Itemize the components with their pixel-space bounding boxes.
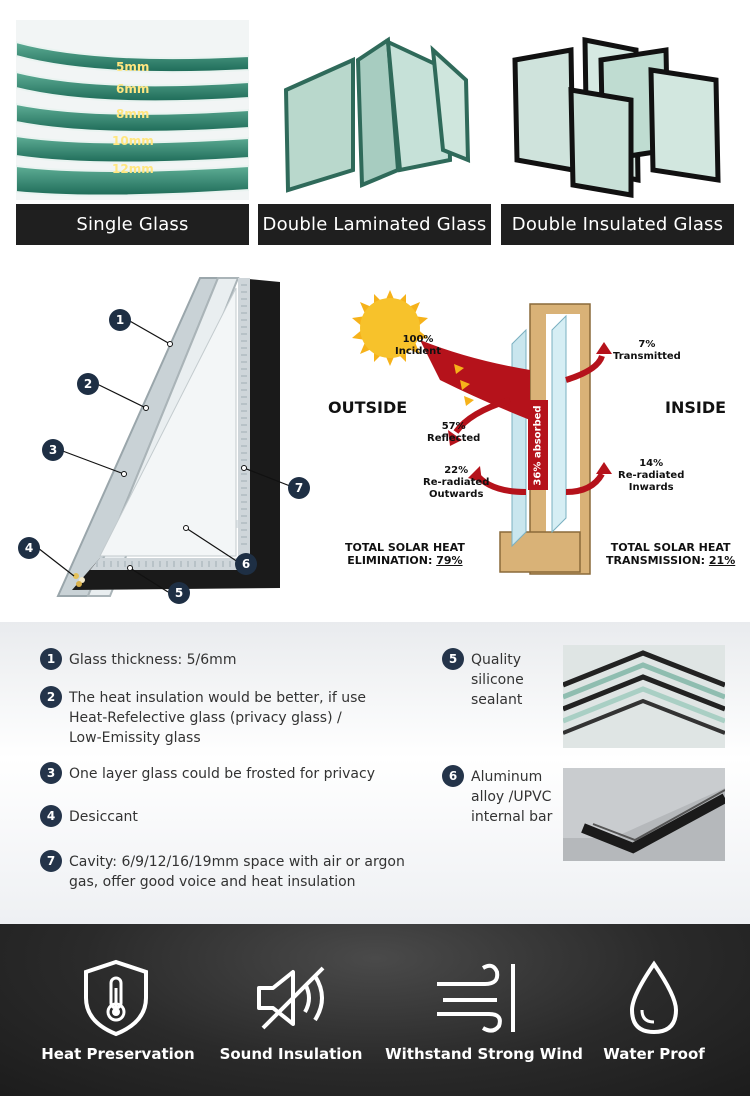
elimination-label: ELIMINATION: xyxy=(347,554,437,568)
sealant-photo xyxy=(563,645,725,748)
transmission-label: TRANSMISSION: xyxy=(606,554,709,568)
incident-label xyxy=(395,334,441,358)
feature-item-4 xyxy=(40,807,138,827)
thickness-8mm: 8mm xyxy=(116,107,150,121)
reradiated-out-percent: 22% xyxy=(444,465,469,476)
caption-double-laminated-glass: Double Laminated Glass xyxy=(258,204,491,245)
diagram-badge-1: 1 xyxy=(109,309,131,331)
feature-item-6 xyxy=(442,767,552,827)
inside-label: INSIDE xyxy=(665,398,727,417)
transmission-value: 21% xyxy=(708,554,736,568)
feature-item-3 xyxy=(40,764,375,784)
caption-double-insulated-glass: Double Insulated Glass xyxy=(501,204,734,245)
diagram-badge-7: 7 xyxy=(288,477,310,499)
double-laminated-glass-image xyxy=(258,20,491,200)
reflected-percent: 57% xyxy=(441,421,466,432)
feature-item-1 xyxy=(40,650,236,670)
reflected-label xyxy=(427,421,480,445)
feature-text: Heat-Refelective glass (privacy glass) / xyxy=(69,710,342,726)
diagram-badge-5: 5 xyxy=(168,582,190,604)
diagram-badge-4: 4 xyxy=(18,537,40,559)
double-insulated-glass-image xyxy=(501,20,734,200)
elimination-summary xyxy=(345,541,465,567)
wind-icon xyxy=(433,960,523,1040)
benefit-withstand-strong-wind: Withstand Strong Wind xyxy=(385,1045,583,1063)
reradiated-in-text: Re-radiated xyxy=(618,470,685,481)
feature-text: The heat insulation would be better, if use xyxy=(69,690,367,706)
thickness-5mm: 5mm xyxy=(116,60,150,74)
benefit-sound-insulation: Sound Insulation xyxy=(219,1045,363,1063)
thickness-10mm: 10mm xyxy=(112,134,154,148)
feature-badge-2: 2 xyxy=(40,686,62,708)
feature-text: alloy /UPVC xyxy=(471,789,552,805)
incident-percent: 100% xyxy=(402,334,434,345)
single-glass-image xyxy=(16,20,249,200)
transmitted-percent: 7% xyxy=(638,339,656,350)
elimination-value: 79% xyxy=(436,554,463,568)
mute-speaker-icon xyxy=(253,962,333,1038)
feature-text: Glass thickness: 5/6mm xyxy=(69,652,237,668)
feature-badge-5: 5 xyxy=(442,648,464,670)
feature-text: sealant xyxy=(471,692,523,708)
incident-text: Incident xyxy=(395,346,442,357)
absorbed-label: 36% absorbed xyxy=(532,405,544,486)
diagram-badge-2: 2 xyxy=(77,373,99,395)
feature-text: Low-Emissity glass xyxy=(69,730,201,746)
reradiated-outwards-label xyxy=(423,465,489,501)
feature-item-7 xyxy=(40,852,405,892)
reradiated-out-text: Re-radiated xyxy=(423,477,490,488)
feature-text: Desiccant xyxy=(69,809,138,825)
reflected-text: Reflected xyxy=(427,433,481,444)
insulated-unit-diagram xyxy=(0,258,330,618)
feature-text: One layer glass could be frosted for privacy xyxy=(69,766,375,782)
feature-text: Quality xyxy=(471,652,522,668)
outside-label: OUTSIDE xyxy=(328,398,408,417)
spacer-bar-photo xyxy=(563,768,725,861)
feature-text: gas, offer good voice and heat insulation xyxy=(69,874,356,890)
benefit-heat-preservation: Heat Preservation xyxy=(41,1045,195,1063)
feature-text: internal bar xyxy=(471,809,553,825)
reradiated-out-text2: Outwards xyxy=(428,489,484,500)
transmission-summary xyxy=(606,541,735,567)
reradiated-inwards-label xyxy=(618,458,684,494)
feature-badge-3: 3 xyxy=(40,762,62,784)
transmission-title: TOTAL SOLAR HEAT xyxy=(610,541,731,554)
elimination-title: TOTAL SOLAR HEAT xyxy=(345,541,465,554)
feature-text: silicone xyxy=(471,672,524,688)
water-drop-icon xyxy=(628,960,680,1040)
feature-badge-4: 4 xyxy=(40,805,62,827)
feature-badge-7: 7 xyxy=(40,850,62,872)
transmitted-text: Transmitted xyxy=(613,351,681,362)
diagram-badge-6: 6 xyxy=(235,553,257,575)
caption-single-glass: Single Glass xyxy=(16,204,249,245)
feature-item-2 xyxy=(40,688,366,748)
thickness-6mm: 6mm xyxy=(116,82,150,96)
feature-text: Cavity: 6/9/12/16/19mm space with air or argon xyxy=(69,854,405,870)
transmitted-label xyxy=(613,339,681,363)
diagram-badge-3: 3 xyxy=(42,439,64,461)
feature-item-5 xyxy=(442,650,524,710)
thickness-12mm: 12mm xyxy=(112,162,154,176)
reradiated-in-percent: 14% xyxy=(639,458,664,469)
feature-badge-1: 1 xyxy=(40,648,62,670)
feature-badge-6: 6 xyxy=(442,765,464,787)
thermometer-shield-icon xyxy=(80,958,152,1042)
reradiated-in-text2: Inwards xyxy=(628,482,674,493)
elimination-line xyxy=(345,554,465,567)
feature-text: Aluminum xyxy=(471,769,543,785)
transmission-line xyxy=(606,554,735,567)
benefit-water-proof: Water Proof xyxy=(603,1045,705,1063)
